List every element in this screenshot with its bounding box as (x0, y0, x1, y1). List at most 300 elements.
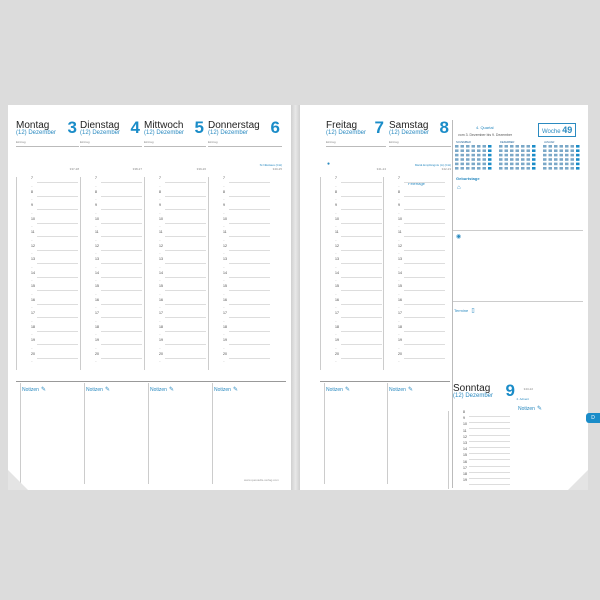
half-hour-mark: – (95, 291, 97, 296)
hour-label: 19 (159, 338, 163, 342)
hour-label: 16 (95, 297, 99, 302)
hour-line (469, 472, 510, 473)
hour-label: 12 (223, 243, 227, 248)
hour-label: 9 (398, 203, 400, 207)
mini-cal-day (554, 163, 558, 166)
mini-cal-day (565, 158, 569, 161)
hour-line (165, 263, 206, 264)
mini-cal-day (461, 167, 465, 170)
mini-cal-day (521, 145, 525, 148)
mini-cal-day (571, 158, 575, 161)
half-hour-mark: – (159, 183, 161, 188)
mini-cal-day (510, 158, 514, 161)
hour-label: 12 (31, 243, 35, 248)
mini-cal-day (543, 149, 547, 152)
hour-label: 8 (463, 410, 465, 414)
half-hour-mark: – (223, 278, 225, 283)
hour-label: 9 (159, 203, 161, 207)
day-name: Samstag (389, 120, 429, 131)
hour-line (229, 223, 270, 224)
hour-label: 9 (95, 203, 97, 207)
hour-column[interactable] (320, 177, 382, 370)
hour-line (37, 331, 78, 332)
hour-line (165, 250, 206, 251)
notes-area[interactable] (20, 383, 82, 484)
mini-cal-day (488, 167, 492, 170)
half-hour-mark: – (159, 251, 161, 256)
mini-cal-day (466, 149, 470, 152)
day-header-monday (16, 120, 79, 175)
hour-label: 8 (223, 189, 225, 194)
hour-line (229, 236, 270, 237)
half-hour-mark: – (398, 237, 400, 242)
hour-label: 15 (398, 284, 402, 288)
day-month: (12) Dezember (453, 393, 494, 399)
mini-cal-day (516, 145, 520, 148)
mini-cal-day (554, 158, 558, 161)
holidays-label: Feiertage (408, 181, 425, 186)
hour-line (165, 331, 206, 332)
mini-cal-day (576, 145, 580, 148)
mini-cal-day (505, 158, 509, 161)
pencil-icon: ✎ (104, 387, 110, 393)
hour-label: 15 (31, 284, 35, 288)
mini-cal-day (499, 163, 503, 166)
hour-label: 11 (463, 428, 467, 433)
notes-area[interactable] (212, 383, 274, 484)
mini-cal-day (483, 167, 487, 170)
half-hour-mark: – (95, 264, 97, 269)
right-section-border (452, 120, 453, 488)
mini-cal-day (461, 163, 465, 166)
mini-cal-day (499, 167, 503, 170)
notes-label: Notizen (86, 387, 103, 393)
notes-label: Notizen (22, 387, 39, 393)
mini-cal-day (499, 158, 503, 161)
day-month: (12) Dezember (80, 130, 121, 136)
mini-cal-day (499, 154, 503, 157)
mini-cal-day (527, 163, 531, 166)
mini-cal-day (488, 154, 492, 157)
mini-calendar-december (500, 141, 514, 145)
left-page (8, 105, 291, 490)
mini-cal-day (554, 167, 558, 170)
half-hour-mark: – (31, 305, 33, 310)
hour-line (404, 358, 445, 359)
mini-cal-day (477, 167, 481, 170)
hour-label: 8 (31, 189, 33, 194)
hour-label: 15 (463, 453, 467, 458)
hour-line (341, 344, 382, 345)
hour-label: 10 (335, 216, 339, 221)
half-hour-mark: – (95, 197, 97, 202)
hour-label: 20 (398, 351, 402, 356)
half-hour-mark: – (223, 345, 225, 350)
half-hour-mark: – (31, 278, 33, 283)
half-hour-mark: – (223, 332, 225, 337)
day-number: 7 (374, 118, 384, 137)
hour-label: 14 (223, 270, 227, 275)
hour-line (101, 250, 142, 251)
month-tab[interactable]: D (586, 413, 600, 423)
pencil-icon: ✎ (232, 387, 238, 393)
hour-label: 11 (223, 230, 227, 234)
contact-icon: ◉ (456, 234, 462, 240)
mini-cal-day (543, 158, 547, 161)
holiday-label: St Nikolaus (CH) (259, 163, 282, 167)
publisher-footer: www.quovadis-verlag.com (244, 478, 279, 482)
pencil-icon: ✎ (40, 387, 46, 393)
mini-cal-day (527, 145, 531, 148)
hour-line (229, 263, 270, 264)
hour-label: 7 (31, 176, 33, 180)
mini-cal-day (565, 163, 569, 166)
half-hour-mark: – (95, 359, 97, 364)
hour-label: 12 (95, 243, 99, 248)
hour-label: 12 (159, 243, 163, 248)
mini-cal-day (521, 154, 525, 157)
mini-cal-day (554, 145, 558, 148)
hour-line (469, 422, 510, 423)
half-hour-mark: – (31, 264, 33, 269)
hour-column[interactable] (16, 177, 78, 370)
half-hour-mark: – (398, 251, 400, 256)
hour-line (165, 223, 206, 224)
half-hour-mark: – (223, 183, 225, 188)
mini-cal-day (505, 154, 509, 157)
day-header-wednesday (144, 120, 206, 175)
hour-label: 11 (31, 230, 35, 234)
notes-divider (16, 381, 286, 382)
hour-label: 18 (335, 324, 339, 329)
mini-cal-day (532, 167, 536, 170)
mini-cal-day (477, 163, 481, 166)
half-hour-mark: – (223, 251, 225, 256)
day-month: (12) Dezember (326, 130, 367, 136)
hour-label: 9 (223, 203, 225, 207)
half-hour-mark: – (95, 318, 97, 323)
mini-cal-day (510, 154, 514, 157)
day-name: Mittwoch (144, 120, 184, 131)
hour-line (165, 358, 206, 359)
divider (453, 301, 583, 302)
day-number: 4 (130, 118, 140, 137)
half-hour-mark: – (223, 291, 225, 296)
mini-cal-day (565, 154, 569, 157)
mini-cal-day (516, 149, 520, 152)
hour-label: 14 (335, 270, 339, 275)
hour-column[interactable] (448, 411, 510, 489)
hour-line (165, 290, 206, 291)
mini-cal-day (461, 154, 465, 157)
day-code: 343-22 (523, 387, 533, 391)
hour-line (341, 182, 382, 183)
mini-cal-day (461, 145, 465, 148)
divider (80, 146, 142, 147)
mini-cal-day (472, 163, 476, 166)
notes-label: Notizen (389, 387, 406, 393)
day-name: Montag (16, 120, 50, 131)
hour-line (404, 317, 445, 318)
week-range: vom 3. Dezember bis 9. Dezember (458, 133, 513, 137)
mini-cal-day (505, 145, 509, 148)
mini-cal-day (510, 149, 514, 152)
hour-line (404, 250, 445, 251)
mini-cal-day (472, 145, 476, 148)
hour-label: 18 (31, 324, 35, 329)
hour-label: 20 (223, 351, 227, 356)
half-hour-mark: – (159, 359, 161, 364)
quarter-label: 4. Quartal (476, 125, 494, 130)
mini-cal-day (576, 149, 580, 152)
hour-label: 20 (335, 351, 339, 356)
half-hour-mark: – (159, 210, 161, 215)
mini-cal-day (527, 158, 531, 161)
hour-label: 13 (223, 257, 227, 261)
mini-cal-day (505, 149, 509, 152)
notes-label: Notizen (326, 387, 343, 393)
mini-cal-day (483, 158, 487, 161)
hour-label: 17 (31, 311, 35, 315)
hour-line (37, 263, 78, 264)
mini-cal-day (576, 163, 580, 166)
half-hour-mark: – (335, 332, 337, 337)
day-name: Donnerstag (208, 120, 260, 131)
hour-line (229, 304, 270, 305)
hour-label: 17 (463, 465, 467, 470)
mini-cal-day (527, 149, 531, 152)
mini-cal-day (455, 145, 459, 148)
mini-cal-day (483, 154, 487, 157)
mini-cal-day (499, 145, 503, 148)
hour-line (101, 304, 142, 305)
half-hour-mark: – (335, 197, 337, 202)
notes-label: Notizen (518, 406, 535, 412)
half-hour-mark: – (335, 210, 337, 215)
hour-line (37, 290, 78, 291)
mini-cal-day (565, 145, 569, 148)
hour-line (469, 466, 510, 467)
hour-label: 7 (95, 176, 97, 180)
hour-label: 17 (95, 311, 99, 315)
half-hour-mark: – (223, 237, 225, 242)
half-hour-mark: – (159, 332, 161, 337)
hour-line (165, 304, 206, 305)
hour-line (229, 209, 270, 210)
termine-label (454, 307, 475, 314)
hour-line (229, 317, 270, 318)
half-hour-mark: – (95, 332, 97, 337)
termine-text: Termine (454, 308, 469, 313)
mini-calendar-january (544, 141, 554, 145)
hour-label: 10 (95, 216, 99, 221)
half-hour-mark: – (159, 237, 161, 242)
hour-label: 20 (31, 351, 35, 356)
hour-line (37, 223, 78, 224)
mini-cal-day (516, 163, 520, 166)
divider (326, 146, 386, 147)
half-hour-mark: – (31, 291, 33, 296)
hour-label: 13 (398, 257, 402, 261)
hour-label: 9 (31, 203, 33, 207)
mini-cal-day (532, 158, 536, 161)
mini-cal-day (571, 154, 575, 157)
mini-cal-day (455, 158, 459, 161)
hour-line (341, 223, 382, 224)
mini-cal-day (560, 145, 564, 148)
hour-label: 11 (335, 230, 339, 234)
hour-label: 7 (398, 176, 400, 180)
hour-label: 16 (159, 297, 163, 302)
half-hour-mark: – (31, 251, 33, 256)
mini-cal-day (477, 145, 481, 148)
hour-line (37, 317, 78, 318)
mini-cal-day (472, 149, 476, 152)
mini-cal-day (532, 149, 536, 152)
day-number: 9 (505, 381, 515, 400)
mini-cal-day (549, 149, 553, 152)
hour-column[interactable] (80, 177, 142, 370)
hour-line (37, 236, 78, 237)
half-hour-mark: – (398, 291, 400, 296)
half-hour-mark: – (31, 237, 33, 242)
mini-cal-title: DEZEMBER (500, 141, 515, 144)
mini-cal-day (554, 149, 558, 152)
hour-line (341, 317, 382, 318)
half-hour-mark: – (95, 237, 97, 242)
mini-cal-day (477, 158, 481, 161)
mini-cal-day (543, 167, 547, 170)
divider (16, 146, 79, 147)
mini-cal-day (576, 158, 580, 161)
half-hour-mark: – (223, 359, 225, 364)
notes-area[interactable] (84, 383, 146, 484)
half-hour-mark: – (223, 224, 225, 229)
mini-cal-day (488, 158, 492, 161)
mini-calendar-november (456, 141, 471, 145)
notes-area[interactable] (324, 383, 386, 484)
mini-cal-day (576, 167, 580, 170)
hour-line (37, 304, 78, 305)
hour-line (341, 331, 382, 332)
half-hour-mark: – (223, 197, 225, 202)
hour-label: 14 (159, 270, 163, 275)
notes-area[interactable] (148, 383, 210, 484)
mini-cal-day (521, 163, 525, 166)
half-hour-mark: – (335, 264, 337, 269)
hour-line (404, 196, 445, 197)
hour-line (101, 344, 142, 345)
day-entry-label: Eintrag (144, 140, 154, 144)
hour-label: 16 (31, 297, 35, 302)
hour-line (404, 223, 445, 224)
hour-label: 15 (335, 284, 339, 288)
mini-cal-day (560, 163, 564, 166)
hour-label: 18 (463, 472, 467, 476)
hour-line (37, 344, 78, 345)
hour-label: 10 (31, 216, 35, 221)
mini-cal-day (549, 158, 553, 161)
hour-label: 15 (159, 284, 163, 288)
divider (208, 146, 282, 147)
day-code: 339-26 (196, 167, 206, 171)
half-hour-mark: – (335, 251, 337, 256)
mini-cal-day (477, 154, 481, 157)
hour-line (101, 317, 142, 318)
hour-line (37, 277, 78, 278)
half-hour-mark: – (398, 345, 400, 350)
mini-cal-day (521, 149, 525, 152)
mini-cal-day (532, 154, 536, 157)
hour-line (341, 196, 382, 197)
hour-label: 20 (159, 351, 163, 356)
hour-column[interactable] (383, 177, 445, 370)
hour-label: 7 (159, 176, 161, 180)
hour-label: 15 (223, 284, 227, 288)
hour-label: 11 (95, 230, 99, 234)
hour-line (404, 263, 445, 264)
mini-cal-day (549, 167, 553, 170)
hour-line (165, 196, 206, 197)
hour-label: 18 (95, 324, 99, 329)
corner-strap (568, 470, 588, 490)
notes-divider (320, 381, 450, 382)
day-entry-label: Eintrag (80, 140, 90, 144)
notes-area[interactable] (387, 383, 449, 484)
mini-cal-day (466, 158, 470, 161)
hour-column[interactable] (208, 177, 270, 370)
mini-cal-day (527, 154, 531, 157)
hour-line (404, 331, 445, 332)
hour-label: 13 (463, 441, 467, 445)
hour-line (165, 236, 206, 237)
hour-label: 14 (398, 270, 402, 275)
mini-cal-day (571, 163, 575, 166)
mini-cal-day (455, 167, 459, 170)
hour-label: 8 (335, 189, 337, 194)
mini-cal-day (543, 145, 547, 148)
hour-line (341, 358, 382, 359)
mini-cal-day (466, 154, 470, 157)
half-hour-mark: – (335, 318, 337, 323)
day-number: 5 (194, 118, 204, 137)
hour-label: 19 (398, 338, 402, 342)
hour-line (404, 290, 445, 291)
hour-line (101, 196, 142, 197)
mini-cal-day (560, 154, 564, 157)
day-header-tuesday (80, 120, 142, 175)
half-hour-mark: – (31, 183, 33, 188)
half-hour-mark: – (159, 305, 161, 310)
moon-icon: ● (327, 161, 331, 167)
hour-label: 12 (398, 243, 402, 248)
half-hour-mark: – (159, 197, 161, 202)
hour-column[interactable] (144, 177, 206, 370)
half-hour-mark: – (335, 237, 337, 242)
hour-label: 17 (398, 311, 402, 315)
pencil-icon: ✎ (344, 387, 350, 393)
hour-line (341, 250, 382, 251)
hour-line (101, 236, 142, 237)
hour-line (37, 250, 78, 251)
hour-label: 17 (223, 311, 227, 315)
hour-line (404, 236, 445, 237)
hour-label: 14 (463, 447, 467, 452)
mini-cal-day (516, 167, 520, 170)
mini-cal-day (549, 154, 553, 157)
hour-line (341, 290, 382, 291)
half-hour-mark: – (31, 332, 33, 337)
